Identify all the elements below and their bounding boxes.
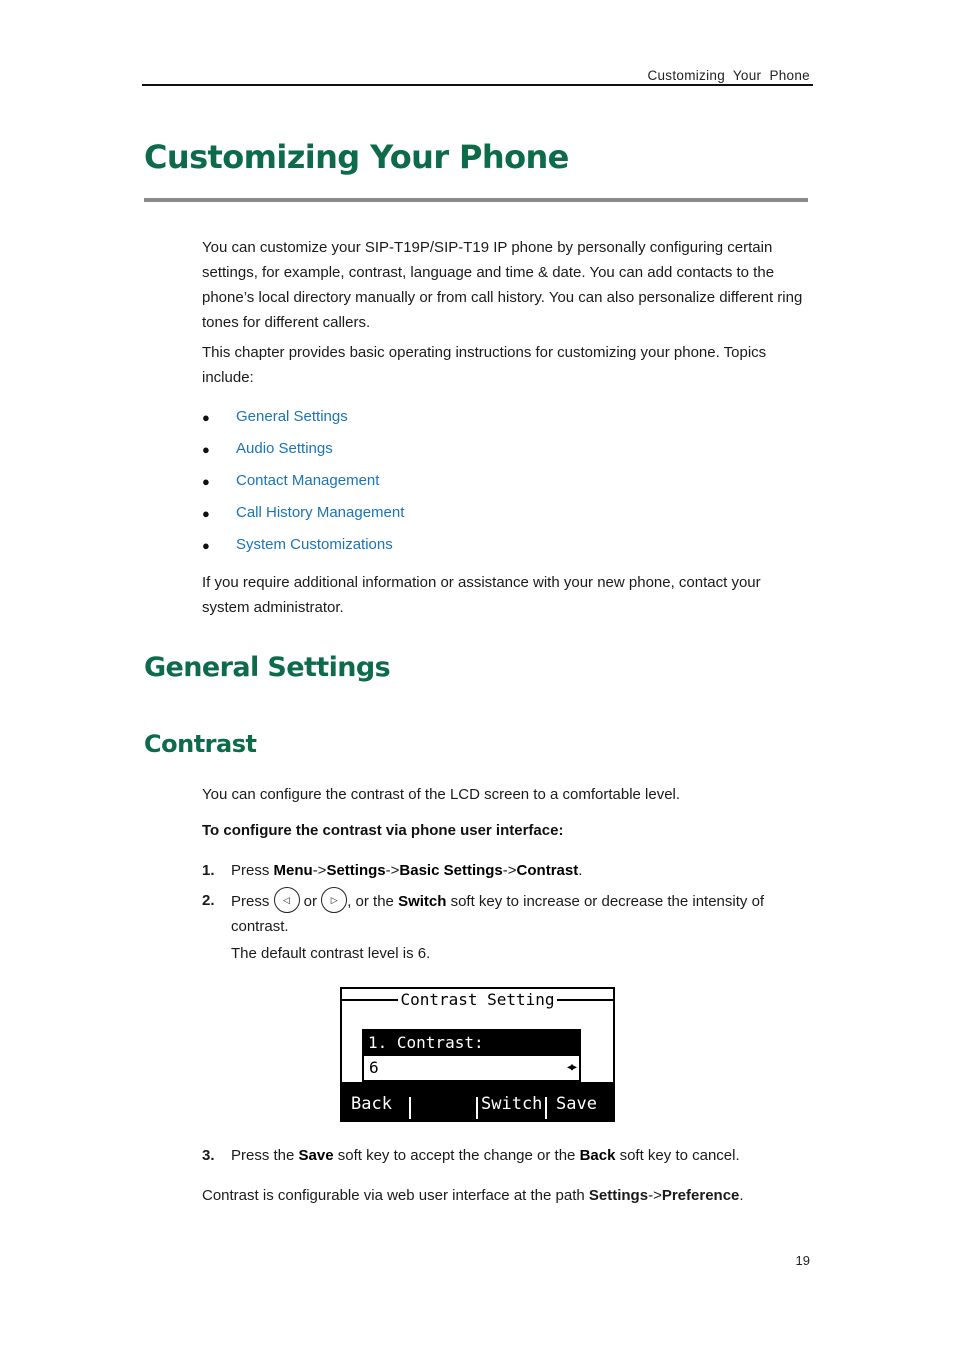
running-header: Customizing Your Phone: [647, 68, 810, 83]
switch-softkey-ref: Switch: [398, 892, 447, 910]
left-right-arrows-icon: ◀▶: [566, 1062, 575, 1073]
default-level-note: The default contrast level is 6.: [231, 945, 431, 962]
lcd-softkey-divider: [409, 1097, 411, 1119]
assistance-paragraph: If you require additional information or assistance with your new phone, contact your system administrator.: [202, 574, 761, 616]
bullet-icon: ●: [202, 442, 210, 457]
web-path-preference: Preference: [661, 1187, 740, 1204]
intro-paragraph: You can customize your SIP-T19P/SIP-T19 IP phone by personally configuring certain settings, for example, contrast, language and time & date. You can add contacts to the phone’s local directory manually or from call history. You can also personalize different ring tones for different callers.: [202, 239, 803, 331]
topic-link-audio-settings[interactable]: Audio Settings: [236, 440, 333, 457]
bullet-icon: ●: [202, 474, 210, 489]
menu-path-contrast: Contrast: [516, 862, 579, 879]
lcd-screen: [342, 989, 613, 1082]
left-navigation-key-icon: ◁: [274, 887, 300, 913]
step-3-text: Press the Save soft key to accept the change or the Back soft key to cancel.: [231, 1147, 740, 1164]
back-softkey-ref: Back: [579, 1147, 616, 1164]
lcd-softkey-divider: [545, 1097, 547, 1119]
section-title: General Settings: [144, 652, 391, 683]
step-1-text: Press Menu->Settings->Basic Settings->Contrast.: [231, 862, 583, 879]
chapter-title: Customizing Your Phone: [144, 138, 569, 176]
lcd-screenshot: [340, 987, 615, 1122]
contrast-intro: You can configure the contrast of the LCD screen to a comfortable level.: [202, 786, 681, 803]
save-softkey-ref: Save: [298, 1147, 334, 1164]
menu-path-basic-settings: Basic Settings: [399, 862, 503, 879]
lcd-softkey-save: Save: [556, 1094, 597, 1114]
lcd-field-value: 6 ◀▶: [362, 1056, 581, 1082]
menu-path-settings: Settings: [326, 862, 386, 879]
lcd-title: Contrast Setting: [400, 990, 555, 1009]
topics-intro-paragraph: This chapter provides basic operating instructions for customizing your phone. Topics include:: [202, 344, 767, 386]
topic-link-contact-management[interactable]: Contact Management: [236, 472, 380, 489]
topic-link-call-history-management[interactable]: Call History Management: [236, 504, 405, 521]
header-rule: [142, 84, 813, 86]
page-number: 19: [795, 1253, 810, 1268]
procedure-heading: To configure the contrast via phone user interface:: [202, 822, 564, 839]
lcd-softkey-switch: Switch: [481, 1094, 543, 1114]
title-rule: [144, 198, 808, 202]
bullet-icon: ●: [202, 538, 210, 553]
lcd-softkey-divider: [476, 1097, 478, 1119]
step-number: 3.: [202, 1147, 215, 1164]
topic-link-system-customizations[interactable]: System Customizations: [236, 536, 393, 553]
step-number: 2.: [202, 892, 215, 909]
lcd-field-label: 1. Contrast:: [362, 1029, 581, 1056]
menu-path-menu: Menu: [273, 862, 313, 879]
web-ui-note: Contrast is configurable via web user interface at the path Settings->Preference.: [202, 1187, 744, 1204]
step-number: 1.: [202, 862, 215, 879]
lcd-softkey-back: Back: [351, 1094, 392, 1114]
step-2-text: Press ◁ or ▷ , or the Switch soft key to increase or decrease the intensity of contrast.: [231, 889, 811, 939]
bullet-icon: ●: [202, 506, 210, 521]
right-navigation-key-icon: ▷: [321, 887, 347, 913]
bullet-icon: ●: [202, 410, 210, 425]
topic-link-general-settings[interactable]: General Settings: [236, 408, 348, 425]
subsection-title: Contrast: [144, 730, 257, 758]
web-path-settings: Settings: [588, 1187, 649, 1204]
